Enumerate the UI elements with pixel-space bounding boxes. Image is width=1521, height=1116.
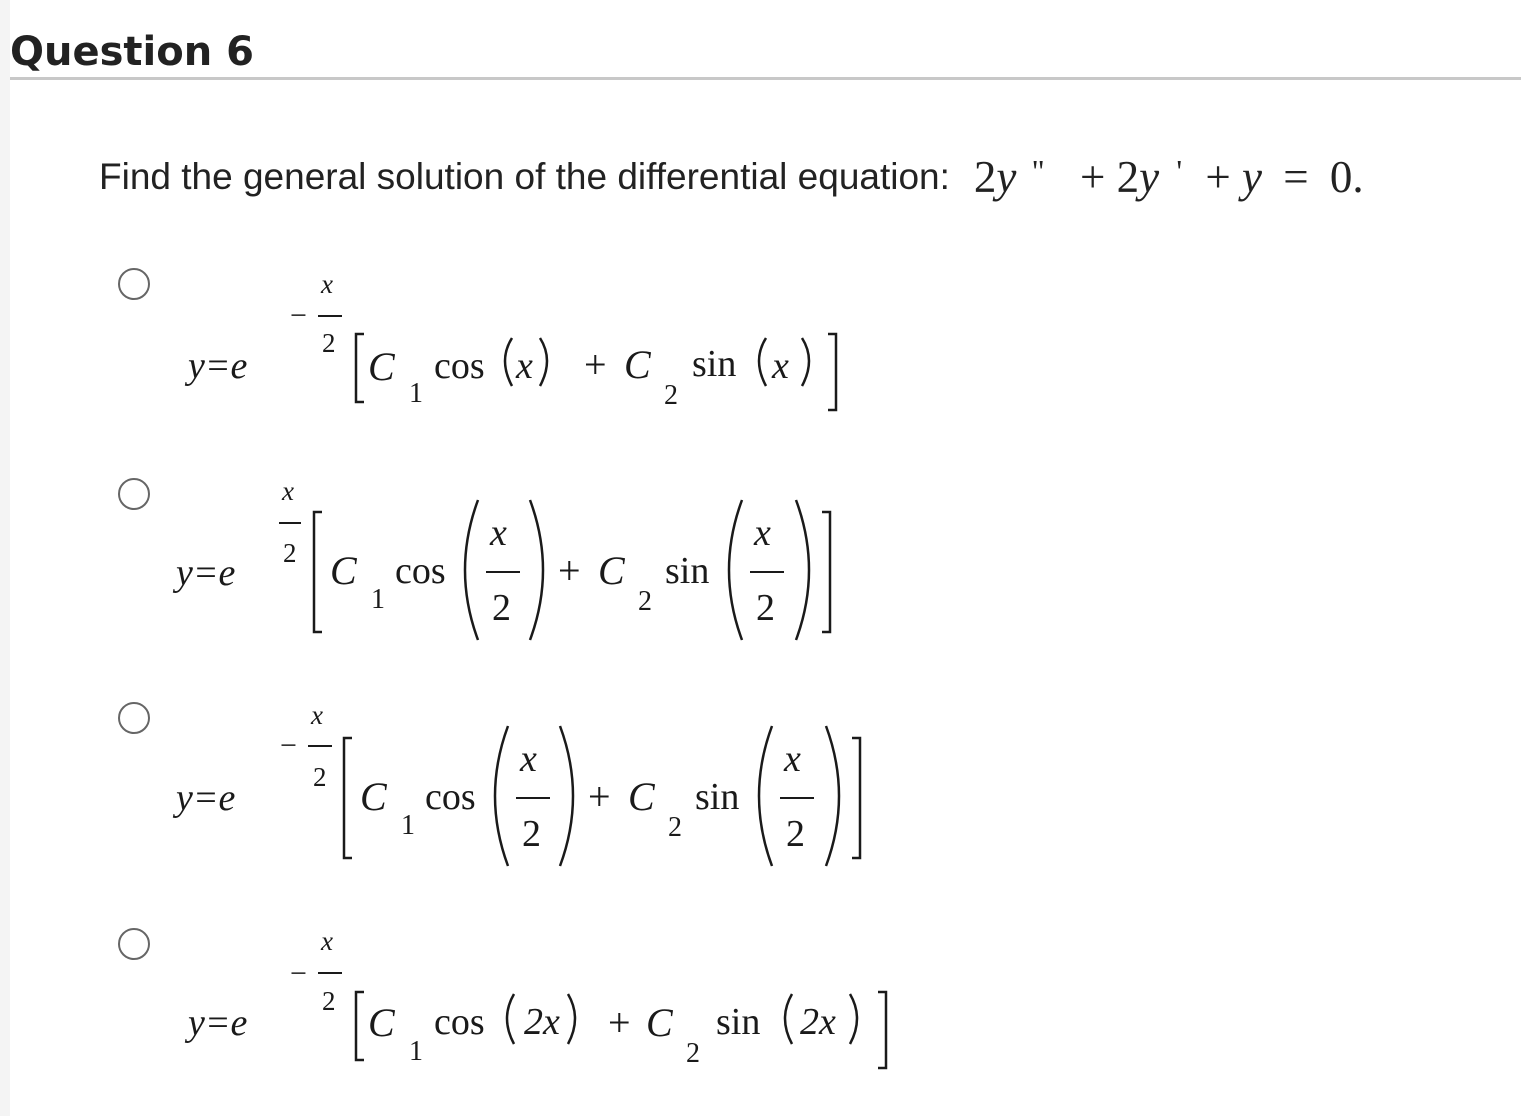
- option-b-open-bracket: [314, 512, 322, 632]
- option-d-exp-den: 2: [322, 986, 336, 1016]
- prompt-text: Find the general solution of the differential equation:: [99, 156, 950, 197]
- option-b-paren-l1: [465, 500, 478, 640]
- option-c-sin: sin: [695, 776, 740, 818]
- option-b-paren-r1: [530, 500, 543, 640]
- option-a-exp-num: x: [321, 269, 333, 299]
- option-c-cos: cos: [425, 776, 476, 818]
- option-a-close-bracket: [828, 334, 836, 410]
- option-d-paren-r1: [568, 994, 575, 1044]
- option-c-open-bracket: [344, 738, 352, 858]
- option-d-arg1: 2x: [524, 1001, 560, 1043]
- option-d-paren-l2: [785, 994, 792, 1044]
- option-c-c2: C: [628, 774, 655, 819]
- option-b-formula: [172, 476, 830, 640]
- option-a-lhs: y=e: [188, 345, 248, 387]
- option-c-exp-num: x: [311, 700, 323, 730]
- option-d-lhs: y=e: [188, 1002, 248, 1044]
- option-d-c1: C: [368, 1000, 395, 1045]
- option-c-close-bracket: [852, 738, 860, 858]
- option-c-sub1: 1: [401, 810, 415, 841]
- option-c-plus: +: [588, 774, 611, 819]
- option-b-c2: C: [598, 548, 625, 593]
- option-a-paren-r2: [802, 338, 809, 386]
- option-c-lhs: y=e: [176, 777, 236, 819]
- option-c-arg1-den: 2: [522, 813, 541, 855]
- option-a-paren-r1: [540, 338, 547, 386]
- option-a-c1: C: [368, 344, 395, 389]
- eq-coef-a: 2: [973, 152, 997, 202]
- option-b-lhs: y=e: [176, 552, 236, 594]
- option-d-c2: C: [646, 1000, 673, 1045]
- option-c-arg1-num: x: [520, 738, 537, 780]
- eq-rhs: 0.: [1329, 152, 1364, 202]
- option-a-paren-l1: [505, 338, 512, 386]
- option-c-paren-l2: [759, 726, 772, 866]
- option-b-arg1-num: x: [490, 512, 507, 554]
- option-d-exp-num: x: [321, 926, 333, 956]
- option-d-close-bracket: [878, 992, 886, 1068]
- option-d-sub2: 2: [686, 1038, 700, 1069]
- option-a-open-bracket: [356, 334, 364, 402]
- option-a-paren-l2: [759, 338, 766, 386]
- option-a-arg2: x: [772, 345, 789, 387]
- option-c-paren-r2: [826, 726, 839, 866]
- eq-prime: ': [1176, 153, 1183, 189]
- option-b-arg2-num: x: [754, 512, 771, 554]
- eq-y-b: y: [1139, 152, 1160, 202]
- option-a-sub1: 1: [409, 378, 423, 409]
- option-d-exp-sign: −: [290, 957, 307, 990]
- option-d-open-bracket: [356, 992, 364, 1060]
- option-d-cos: cos: [434, 1001, 485, 1043]
- option-b-arg1-den: 2: [492, 587, 511, 629]
- option-d-sin: sin: [716, 1001, 761, 1043]
- eq-coef-b: 2: [1116, 152, 1140, 202]
- option-c-arg2-num: x: [784, 738, 801, 780]
- question-title: Question 6: [10, 29, 254, 75]
- option-c-exp-sign: −: [280, 729, 297, 762]
- option-a-plus: +: [584, 342, 607, 387]
- eq-plus-b: +: [1205, 152, 1231, 202]
- option-b-plus: +: [558, 548, 581, 593]
- option-b-paren-l2: [729, 500, 742, 640]
- eq-equals: =: [1283, 152, 1309, 202]
- option-b-arg2-den: 2: [756, 587, 775, 629]
- option-b-paren-r2: [796, 500, 809, 640]
- option-d-paren-l1: [507, 994, 514, 1044]
- option-c-sub2: 2: [668, 812, 682, 843]
- option-a-sub2: 2: [664, 380, 678, 411]
- option-b-cos: cos: [395, 550, 446, 592]
- eq-y-a: y: [996, 152, 1017, 202]
- option-c-formula: [172, 700, 860, 866]
- option-d-plus: +: [608, 1000, 631, 1045]
- option-c-arg2-den: 2: [786, 813, 805, 855]
- option-a-formula: [184, 269, 836, 411]
- option-a-cos: cos: [434, 345, 485, 387]
- option-b-exp-den: 2: [283, 538, 297, 568]
- option-d-paren-r2: [850, 994, 857, 1044]
- eq-plus-a: +: [1079, 152, 1106, 202]
- option-d-sub1: 1: [409, 1036, 423, 1067]
- option-b-sub2: 2: [638, 586, 652, 617]
- option-b-sin: sin: [665, 550, 710, 592]
- option-c-c1: C: [360, 774, 387, 819]
- option-b-exp-num: x: [282, 476, 294, 506]
- eq-double-prime: ": [1031, 153, 1045, 189]
- option-c-exp-den: 2: [313, 762, 327, 792]
- option-a-exp-den: 2: [322, 328, 336, 358]
- option-c-paren-r1: [560, 726, 573, 866]
- option-a-c2: C: [624, 342, 651, 387]
- option-a-sin: sin: [692, 343, 737, 385]
- option-b-sub1: 1: [371, 584, 385, 615]
- eq-y-c: y: [1242, 152, 1262, 202]
- option-a-arg1: x: [516, 345, 533, 387]
- option-d-arg2: 2x: [800, 1001, 836, 1043]
- option-d-formula: [184, 926, 886, 1069]
- option-b-c1: C: [330, 548, 357, 593]
- option-b-close-bracket: [822, 512, 830, 632]
- option-a-exp-sign: −: [290, 299, 307, 332]
- option-c-paren-l1: [495, 726, 508, 866]
